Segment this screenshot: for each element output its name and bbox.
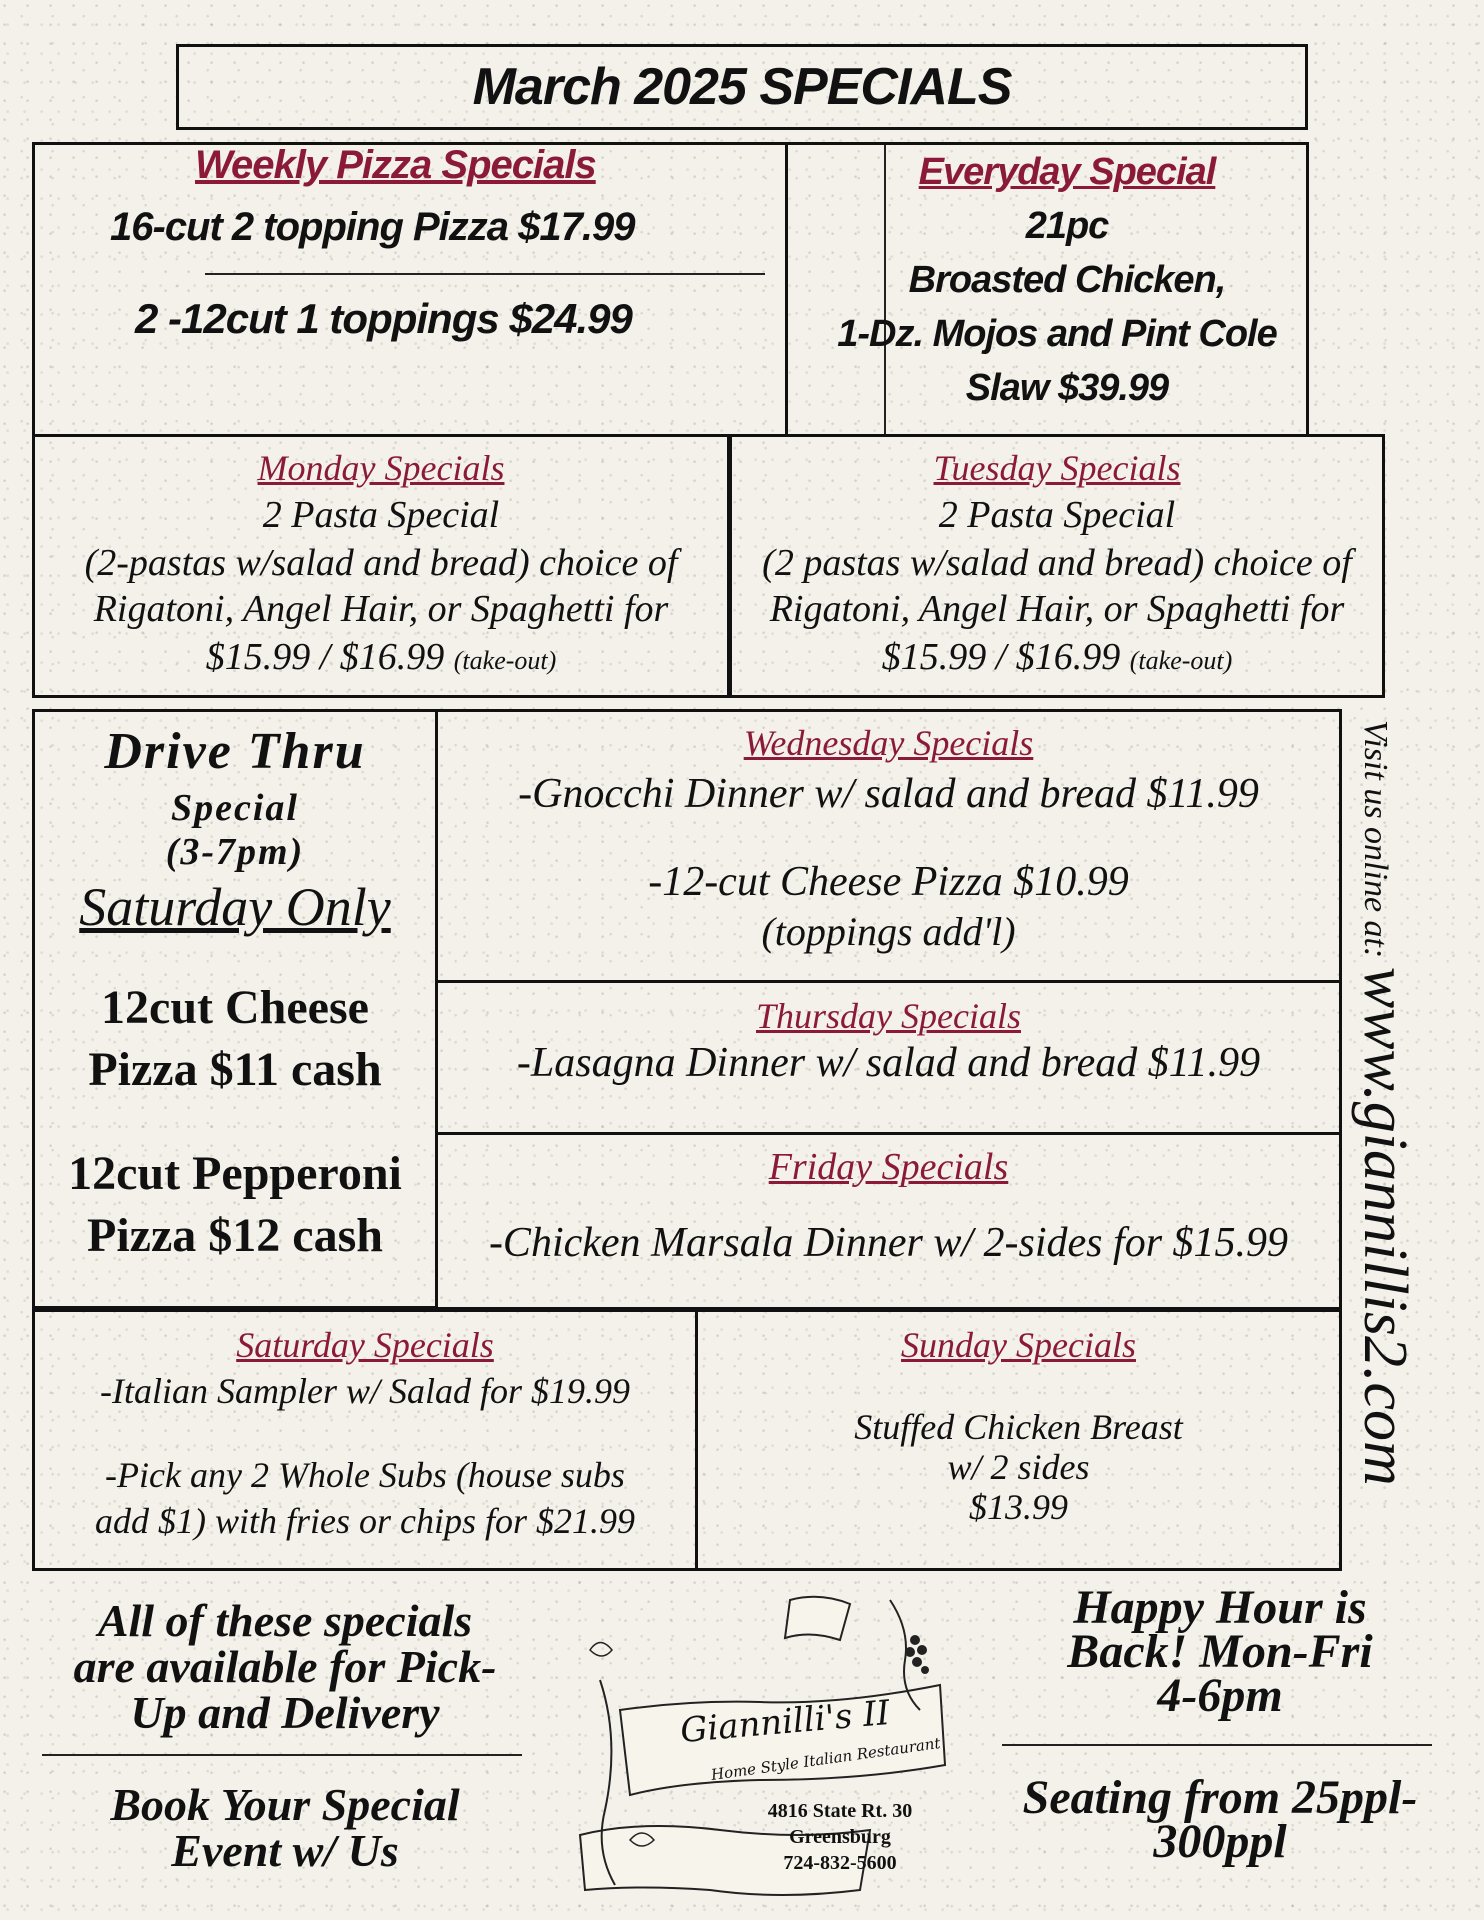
drive-thru-item-2b: Pizza $12 cash [87, 1209, 383, 1262]
weekly-line-2: 2 -12cut 1 toppings $24.99 [135, 295, 632, 342]
monday-box [32, 434, 730, 698]
drive-thru-line-4: Saturday Only [79, 877, 391, 937]
monday-line-2: (2-pastas w/salad and bread) choice of [84, 542, 678, 584]
monday-price: $15.99 / $16.99 [205, 636, 445, 678]
wednesday-heading: Wednesday Specials [743, 723, 1034, 763]
footer-right-line-5: 300ppl [1153, 1815, 1287, 1868]
saturday-line-1: -Italian Sampler w/ Salad for $19.99 [100, 1371, 630, 1411]
footer-left-line-2: are available for Pick- [73, 1641, 497, 1692]
tuesday-line-3: Rigatoni, Angel Hair, or Spaghetti for [769, 588, 1345, 630]
weekly-line-1: 16-cut 2 topping Pizza $17.99 [110, 205, 635, 249]
tuesday-box [729, 434, 1385, 698]
tuesday-line-2: (2 pastas w/salad and bread) choice of [762, 542, 1352, 584]
footer-right-line-4: Seating from 25ppl- [1022, 1771, 1418, 1824]
saturday-line-2: -Pick any 2 Whole Subs (house subs [105, 1455, 625, 1495]
tuesday-price-line [732, 635, 1382, 679]
drive-thru-item-2a: 12cut Pepperoni [68, 1147, 402, 1200]
wednesday-line-1: -Gnocchi Dinner w/ salad and bread $11.99 [518, 771, 1259, 817]
footer-left-divider [42, 1754, 522, 1756]
everyday-line-2: Broasted Chicken, [908, 259, 1226, 301]
weekly-divider [205, 273, 765, 275]
drive-thru-box [32, 709, 438, 1309]
sunday-heading: Sunday Specials [901, 1325, 1136, 1365]
weekly-pizza-box [32, 142, 788, 437]
tuesday-note: (take-out) [1129, 646, 1233, 675]
everyday-box [785, 142, 1309, 437]
everyday-line-1: 21pc [1025, 205, 1109, 247]
website-url[interactable]: www.giannillis2.com [1351, 966, 1419, 1486]
title-box [176, 44, 1308, 130]
tuesday-heading: Tuesday Specials [933, 448, 1181, 488]
thursday-box [435, 980, 1342, 1135]
everyday-line-3: 1-Dz. Mojos and Pint Cole [837, 313, 1277, 355]
monday-heading: Monday Specials [257, 448, 505, 488]
footer-right [990, 1580, 1450, 1890]
logo-tagline: Home Style Italian Restaurant [709, 1733, 942, 1785]
drive-thru-item-1b: Pizza $11 cash [88, 1043, 382, 1096]
website-prefix: Visit us online at: [1357, 720, 1394, 967]
wednesday-line-3: (toppings add'l) [761, 909, 1016, 954]
monday-line-1: 2 Pasta Special [262, 494, 500, 536]
monday-line-3: Rigatoni, Angel Hair, or Spaghetti for [93, 588, 669, 630]
saturday-box [32, 1309, 698, 1571]
thursday-line-1: -Lasagna Dinner w/ salad and bread $11.99 [516, 1040, 1261, 1086]
monday-note: (take-out) [453, 646, 557, 675]
footer-left-line-3: Up and Delivery [130, 1687, 440, 1738]
restaurant-logo [560, 1590, 980, 1900]
everyday-line-4: Slaw $39.99 [965, 367, 1169, 409]
footer-left [30, 1588, 540, 1888]
footer-right-line-3: 4-6pm [1157, 1669, 1283, 1722]
footer-right-divider [1002, 1744, 1432, 1746]
drive-thru-line-3: (3-7pm) [165, 831, 305, 873]
footer-left-line-1: All of these specials [97, 1595, 473, 1646]
logo-address: 4816 State Rt. 30 [767, 1800, 913, 1822]
friday-heading: Friday Specials [768, 1146, 1009, 1188]
footer-left-line-5: Event w/ Us [171, 1825, 399, 1876]
saturday-line-3: add $1) with fries or chips for $21.99 [94, 1501, 636, 1541]
saturday-heading: Saturday Specials [236, 1325, 494, 1365]
sunday-line-2: w/ 2 sides [947, 1447, 1090, 1487]
friday-box [435, 1132, 1342, 1310]
drive-thru-item-1a: 12cut Cheese [101, 981, 369, 1034]
logo-city: Greensburg [789, 1826, 891, 1848]
website-vertical[interactable] [1349, 720, 1420, 1560]
monday-price-line [35, 635, 727, 679]
thursday-heading: Thursday Specials [756, 996, 1021, 1036]
everyday-heading: Everyday Special [918, 151, 1216, 193]
tuesday-line-1: 2 Pasta Special [938, 494, 1176, 536]
drive-thru-line-1: Drive Thru [104, 723, 366, 780]
friday-line-1: -Chicken Marsala Dinner w/ 2-sides for $15.99 [488, 1220, 1289, 1266]
tuesday-price: $15.99 / $16.99 [881, 636, 1121, 678]
logo-phone: 724-832-5600 [783, 1852, 897, 1874]
footer-right-line-2: Back! Mon-Fri [1067, 1625, 1373, 1678]
footer-right-line-1: Happy Hour is [1073, 1581, 1367, 1634]
drive-thru-line-2: Special [171, 787, 299, 829]
footer-left-line-4: Book Your Special [110, 1779, 460, 1830]
weekly-heading: Weekly Pizza Specials [195, 143, 596, 187]
sunday-box [695, 1309, 1342, 1571]
logo-name: Giannilli's II [678, 1692, 892, 1752]
sunday-line-1: Stuffed Chicken Breast [854, 1407, 1183, 1447]
wednesday-box [435, 709, 1342, 983]
sunday-line-3: $13.99 [969, 1487, 1068, 1527]
page-title: March 2025 SPECIALS [472, 58, 1012, 116]
wednesday-line-2: -12-cut Cheese Pizza $10.99 [648, 859, 1129, 905]
